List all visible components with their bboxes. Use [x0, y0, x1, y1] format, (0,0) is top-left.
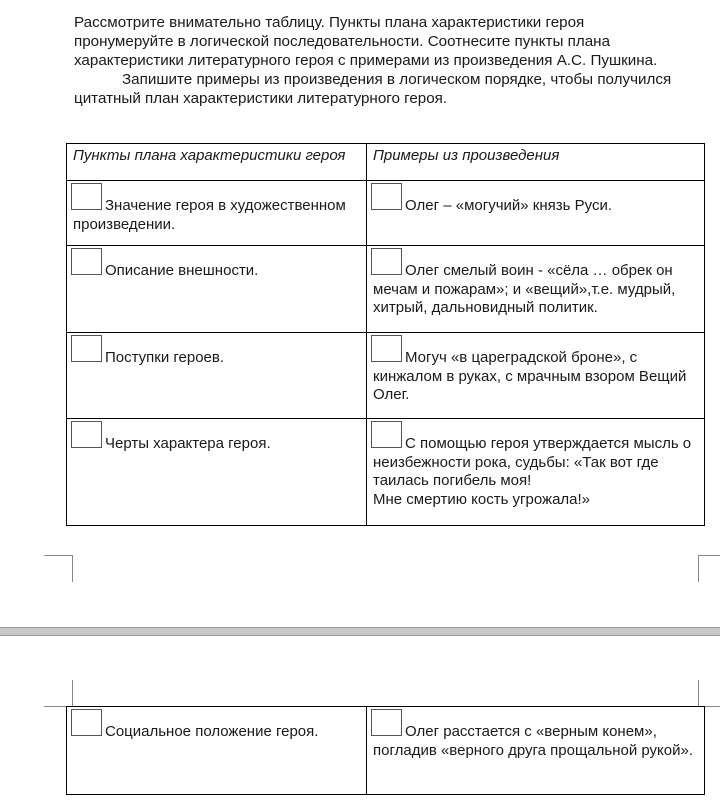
page-corner-mark: [44, 680, 73, 707]
example-text: Олег смелый воин - «сёла … обрек он мечам и пожарам»; и «вещий»,т.е. мудрый, хитрый, дальновидный политик.: [373, 262, 676, 316]
page-corner-mark: [698, 555, 720, 582]
number-input-box[interactable]: [371, 183, 402, 210]
plan-item: Значение героя в художественном произведении.: [73, 197, 346, 233]
table-row: [67, 707, 705, 795]
number-input-box[interactable]: [371, 709, 402, 736]
plan-item: Социальное положение героя.: [105, 723, 319, 740]
instruction-paragraph-1: Рассмотрите внимательно таблицу. Пункты плана характеристики героя пронумеруйте в логической последовательности. Соотнесите пункты плана характеристики литературного героя с примерами из произведения А.С. Пушкина.: [74, 14, 658, 69]
table-row: [67, 419, 705, 526]
plan-item: Описание внешности.: [105, 262, 259, 279]
header-examples: Примеры из произведения: [367, 144, 705, 181]
number-input-box[interactable]: [71, 248, 102, 275]
task-instructions: [74, 13, 674, 108]
header-plan-items: Пункты плана характеристики героя: [67, 144, 367, 181]
example-text: Олег – «могучий» князь Руси.: [405, 197, 613, 214]
page-break-separator: [0, 627, 720, 636]
characteristics-table: [66, 143, 705, 526]
page-corner-mark: [698, 680, 720, 707]
plan-item: Поступки героев.: [105, 349, 225, 366]
example-text-line-2: Мне смертию кость угрожала!»: [373, 490, 591, 508]
example-text: Могуч «в цареградской броне», с кинжалом в руках, с мрачным взором Вещий Олег.: [373, 349, 687, 403]
example-text: Олег расстается с «верным конем», погладив «верного друга прощальной рукой».: [373, 723, 694, 759]
number-input-box[interactable]: [71, 183, 102, 210]
table-row: [67, 246, 705, 333]
example-text: С помощью героя утверждается мысль о неизбежности рока, судьбы: «Так вот где таилась погибель моя!: [373, 435, 692, 489]
instruction-paragraph-2: Запишите примеры из произведения в логическом порядке, чтобы получился цитатный план характеристики литературного героя.: [74, 71, 672, 107]
number-input-box[interactable]: [71, 709, 102, 736]
table-row: [67, 333, 705, 419]
table-row: [67, 181, 705, 246]
number-input-box[interactable]: [371, 248, 402, 275]
page-corner-mark: [44, 555, 73, 582]
number-input-box[interactable]: [71, 421, 102, 448]
number-input-box[interactable]: [71, 335, 102, 362]
characteristics-table-continued: [66, 706, 705, 795]
number-input-box[interactable]: [371, 335, 402, 362]
number-input-box[interactable]: [371, 421, 402, 448]
plan-item: Черты характера героя.: [105, 435, 271, 452]
